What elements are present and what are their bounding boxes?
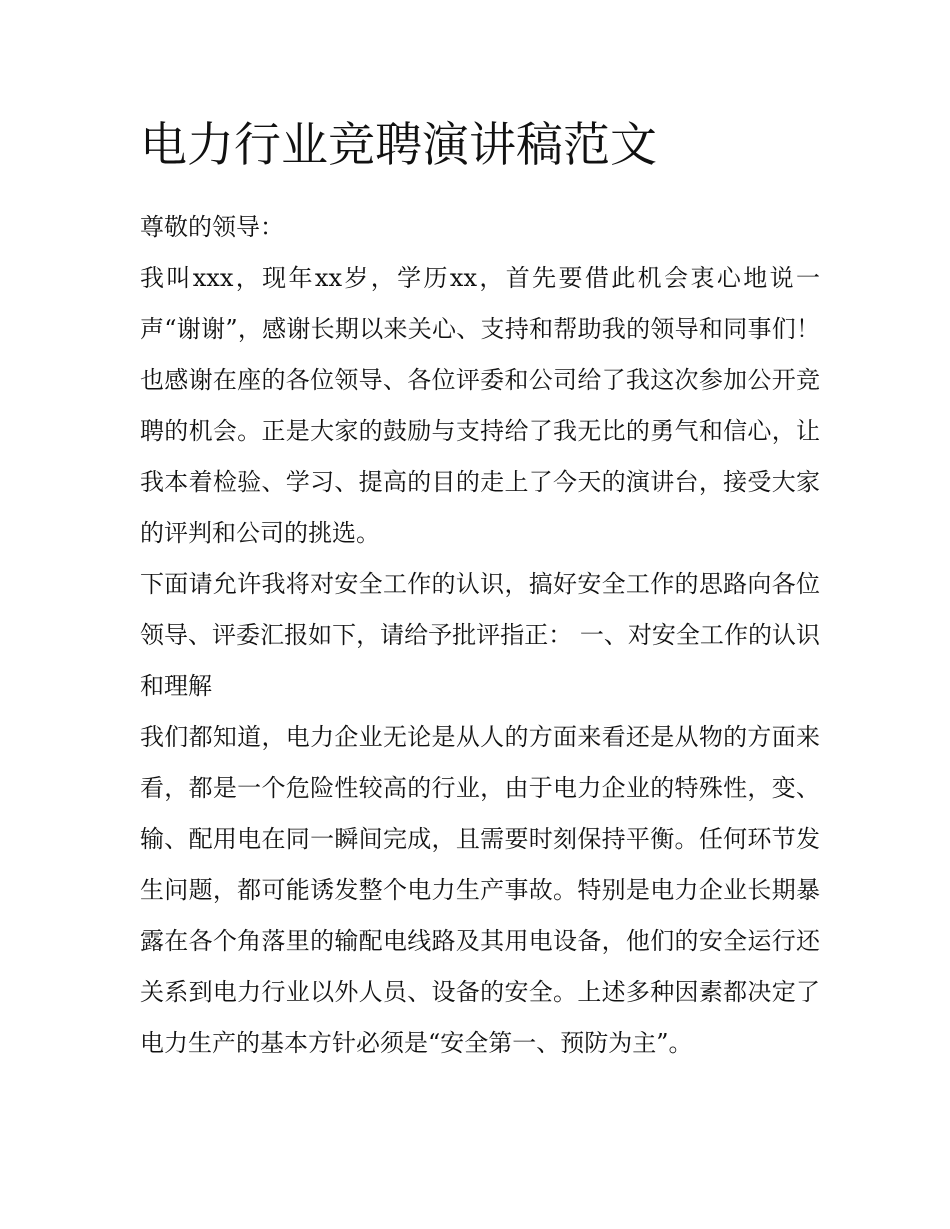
document-body <box>140 112 820 1069</box>
salutation: 尊敬的领导： <box>140 213 284 241</box>
document-title: 电力行业竞聘演讲稿范文 <box>140 118 657 173</box>
paragraph-introduction: 我叫xxx，现年xx岁，学历xx，首先要借此机会衷心地说一声“谢谢”，感谢长期以来关心、支持和帮助我的领导和同事们！也感谢在座的各位领导、各位评委和公司给了我这次参加公开竞聘的机会。正是大家的鼓励与支持给了我无比的勇气和信心，让我本着检验、学习、提高的目的走上了今天的演讲台，接受大家的评判和公司的挑选。 <box>140 264 820 547</box>
paragraph-safety-understanding: 我们都知道，电力企业无论是从人的方面来看还是从物的方面来看，都是一个危险性较高的行业，由于电力企业的特殊性，变、输、配用电在同一瞬间完成，且需要时刻保持平衡。任何环节发生问题，都可能诱发整个电力生产事故。特别是电力企业长期暴露在各个角落里的输配电线路及其用电设备，他们的安全运行还关系到电力行业以外人员、设备的安全。上述多种因素都决定了电力生产的基本方针必须是“安全第一、预防为主”。 <box>140 723 820 1057</box>
paragraph-outline: 下面请允许我将对安全工作的认识，搞好安全工作的思路向各位领导、评委汇报如下，请给予批评指正： 一、对安全工作的认识和理解 <box>140 570 820 700</box>
